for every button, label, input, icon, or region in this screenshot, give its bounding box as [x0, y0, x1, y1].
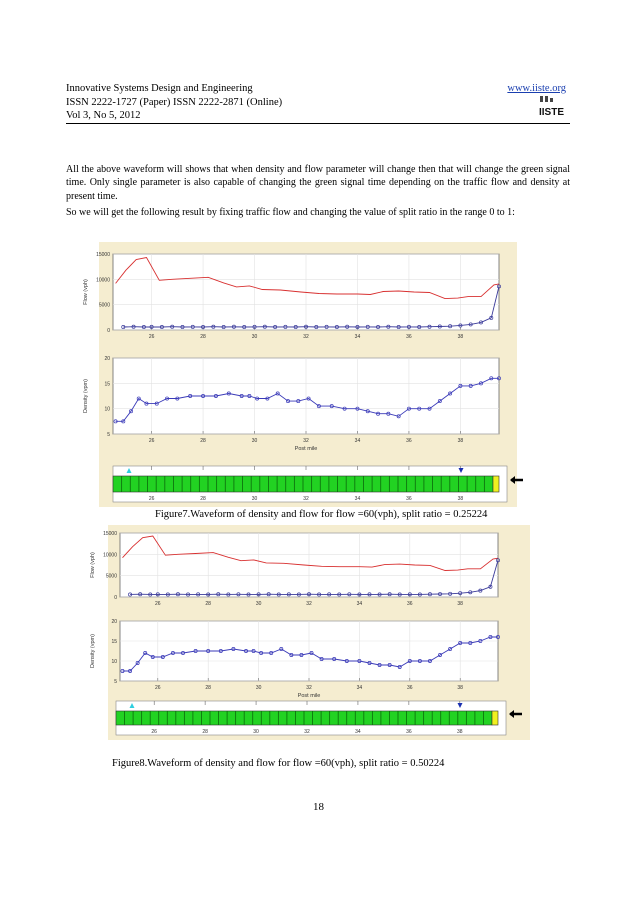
fig7-flow-xtick-label: 36 [406, 334, 412, 340]
fig8-flow-xtick-label: 34 [356, 601, 363, 607]
fig7-flow-panel [83, 252, 501, 340]
fig7-density-xtick-label: 36 [406, 438, 412, 444]
fig7-bar-tick-label: 26 [148, 496, 155, 502]
fig8-flow-xtick-label: 26 [155, 601, 161, 607]
logo-text: IISTE [539, 107, 565, 118]
fig7-flow-xtick-label: 38 [457, 334, 464, 340]
fig8-flow-xtick-label: 32 [306, 601, 312, 607]
fig8-arrow-head [509, 710, 514, 718]
fig8-bar-tick-label: 30 [253, 729, 259, 735]
fig8-density-ytick-label: 10 [111, 659, 117, 665]
fig8-flow-xtick-label: 30 [255, 601, 262, 607]
fig7-density-xtick-label: 34 [354, 438, 361, 444]
figure-8-plot [90, 525, 530, 740]
fig7-density-ytick-label: 20 [104, 356, 110, 362]
fig8-density-xtick-label: 34 [356, 685, 363, 691]
fig8-density-xtick-label: 36 [407, 685, 413, 691]
fig7-bar-tick-label: 38 [457, 496, 464, 502]
fig7-flow-xtick-label: 26 [148, 334, 155, 340]
fig8-density-ylabel: Density (vpm) [90, 634, 96, 668]
fig7-density-xtick-label: 38 [457, 438, 464, 444]
figure-7 [83, 242, 517, 507]
fig8-flow-xtick-label: 36 [407, 601, 413, 607]
fig8-density-xtick-label: 38 [457, 685, 463, 691]
fig7-density-ytick-label: 10 [104, 406, 110, 413]
fig8-bar-tick-label: 28 [202, 729, 208, 735]
fig7-density-ylabel: Density (vpm) [83, 379, 89, 413]
fig8-flow-ytick-label: 15000 [103, 531, 117, 537]
fig7-arrow-head [510, 476, 515, 484]
fig8-density-xlabel: Post mile [297, 693, 321, 699]
fig8-density-xtick-label: 32 [306, 685, 312, 691]
fig7-density-ytick-label: 15 [104, 381, 110, 388]
fig8-density-panel [90, 619, 500, 699]
fig8-density-xtick-label: 30 [255, 685, 262, 691]
figure-7-plot [83, 242, 517, 507]
fig8-signal-bar [116, 701, 522, 735]
fig7-density-ytick-label: 5 [107, 432, 110, 438]
fig8-flow-xtick-label: 28 [205, 601, 211, 607]
page-number: 18 [313, 801, 324, 813]
fig7-signal-bar [113, 466, 523, 502]
fig8-flow-ylabel: Flow (vph) [90, 552, 96, 578]
fig8-bar-tick-label: 36 [406, 729, 412, 735]
fig7-density-xtick-label: 28 [200, 438, 206, 444]
fig8-density-xtick-label: 28 [205, 685, 211, 691]
fig7-bar-tick-label: 30 [251, 496, 258, 502]
fig7-flow-xtick-label: 34 [354, 334, 361, 340]
fig7-bar-tick-label: 36 [406, 496, 412, 502]
fig7-density-panel [83, 356, 501, 452]
fig8-bar-tick-label: 38 [457, 729, 463, 735]
fig7-flow-ytick-label: 0 [107, 328, 110, 334]
fig8-bar-tick-label: 26 [151, 729, 157, 735]
fig8-density-ytick-label: 15 [111, 639, 117, 645]
fig7-flow-ytick-label: 10000 [96, 277, 110, 284]
page-header [66, 82, 570, 123]
journal-url-link[interactable]: www.iiste.org [507, 83, 566, 94]
fig8-flow-panel [90, 531, 500, 607]
iiste-logo [538, 96, 566, 118]
fig7-bar-tick-label: 28 [200, 496, 206, 502]
figure-7-caption: Figure7.Waveform of density and flow for flow =60(vph), split ratio = 0.25224 [155, 509, 488, 520]
fig8-bar-tick-label: 32 [304, 729, 310, 735]
fig7-flow-xtick-label: 32 [303, 334, 309, 340]
journal-name: Innovative Systems Design and Engineering [66, 83, 253, 94]
fig8-flow-ytick-label: 0 [114, 595, 117, 601]
fig8-signal-bar-yellow [492, 711, 498, 725]
fig8-density-ytick-label: 20 [111, 619, 117, 625]
journal-issn: ISSN 2222-1727 (Paper) ISSN 2222-2871 (Online) [66, 96, 283, 108]
figure-8 [90, 525, 530, 740]
figure-8-caption: Figure8.Waveform of density and flow for flow =60(vph), split ratio = 0.50224 [112, 758, 445, 769]
fig8-flow-xtick-label: 38 [457, 601, 463, 607]
fig7-density-xtick-label: 32 [303, 438, 309, 444]
fig7-flow-xtick-label: 30 [251, 334, 258, 340]
fig7-density-xlabel: Post mile [294, 446, 318, 452]
fig8-flow-ytick-label: 5000 [105, 573, 117, 580]
fig8-bar-tick-label: 34 [355, 729, 361, 735]
paragraph-1: All the above waveform will shows that when density and flow parameter will change then that will change the green signal time. Only single parameter is also capable of changing the green signal time depending on the traffic flow and density at present time. [66, 164, 570, 202]
journal-volume: Vol 3, No 5, 2012 [66, 110, 141, 121]
fig8-density-ytick-label: 5 [114, 679, 117, 685]
fig7-signal-bar-yellow [493, 476, 499, 492]
fig7-bar-tick-label: 34 [354, 496, 361, 502]
fig7-bar-tick-label: 32 [303, 496, 309, 502]
header-rule [66, 123, 570, 124]
fig7-flow-xtick-label: 28 [200, 334, 206, 340]
fig7-density-xtick-label: 26 [148, 438, 155, 444]
paragraph-2: So we will get the following result by fixing traffic flow and changing the value of split ratio in the range 0 to 1: [66, 207, 515, 218]
fig7-flow-ytick-label: 15000 [96, 252, 110, 258]
fig7-density-xtick-label: 30 [251, 438, 258, 444]
fig7-flow-ylabel: Flow (vph) [83, 279, 89, 305]
fig8-density-xtick-label: 26 [155, 685, 161, 691]
fig7-flow-ytick-label: 5000 [98, 302, 110, 309]
fig8-flow-ytick-label: 10000 [103, 552, 117, 559]
